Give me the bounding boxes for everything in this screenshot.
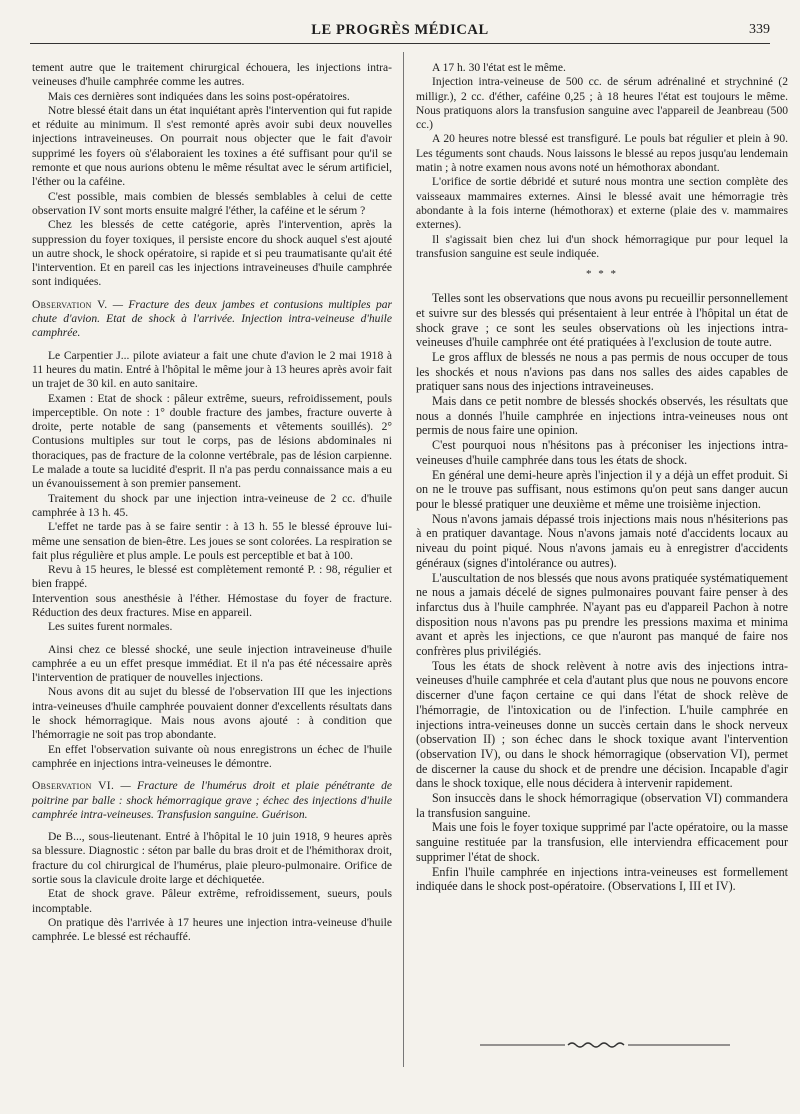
paragraph: Telles sont les observations que nous avons pu recueillir personnellement et suivre sur des blessés qui présentaient à leur entrée à l'hôpital un état de shock grave ; ce sont les seules observations où les injections intra-veineuses d'huile camphrée ont été pratiquées à l'exclusion de toute autre.	[416, 291, 788, 350]
left-column	[32, 61, 392, 945]
paragraph: Les suites furent normales.	[48, 621, 173, 634]
paragraph: Le gros afflux de blessés ne nous a pas permis de nous occuper de tous les shockés et nous n'avions pas dans nos salles des aides capables de pratiquer sans nous des injections intraveineuses.	[416, 349, 788, 394]
paragraph: Tous les états de shock relèvent à notre avis des injections intra-veineuses d'huile camphrée et cela d'autant plus que nous ne pouvons encore discerner d'une façon certaine ce qui dans l'état de shock relève de l'hémorragie, de l'intoxication ou de l'infection. L'huile camphrée en injections intra-veineuses donne un succès certain dans le shock nerveux (observation II) ; son échec dans le shock toxique avant l'intervention (observation IV), ou dans le shock hémorragique (observation VI), permet de discerner la cause du shock et de prendre une décision. Incapable d'agir dans le shock toxique, elle nous décidera à intervenir rapidement.	[416, 658, 788, 791]
observation-heading	[32, 298, 392, 341]
paragraph: Mais ces dernières sont indiquées dans les soins post-opératoires.	[48, 90, 350, 103]
paragraph: Revu à 15 heures, le blessé est complètement remonté P. : 98, régulier et bien frappé.	[32, 564, 392, 591]
header-rule	[30, 43, 770, 44]
paragraph: On pratique dès l'arrivée à 17 heures une injection intra-veineuse d'huile camphrée. Le blessé est réchauffé.	[32, 916, 392, 944]
observation-label: Observation VI.	[32, 780, 115, 793]
paragraph: Chez les blessés de cette catégorie, après l'intervention, après la suppression du foyer toxiques, il persiste encore du shock auquel s'est ajouté un autre shock, le shock opératoire, si rapide et si peu traumatisante qu'ait été l'intervention. Et en pareil cas les injections intraveineuses d'huile camphrée sont indiquées.	[32, 219, 392, 289]
paragraph: Le Carpentier J... pilote aviateur a fait une chute d'avion le 2 mai 1918 à 11 heures du matin. Entré à l'hôpital le même jour à 13 heures après avoir fait un trajet de 30 kil. en auto sanitaire.	[32, 349, 392, 391]
paragraph: Enfin l'huile camphrée en injections intra-veineuses est formellement indiquée dans le shock post-opératoire. (Observations I, III et IV).	[416, 864, 788, 894]
paragraph: Nous avons dit au sujet du blessé de l'observation III que les injections intra-veineuses d'huile camphrée pouvaient donner d'excellents résultats dans le shock hémorragique. Mais nous avons ajouté : à condition que l'hémorragie ne soit pas trop abondante.	[32, 686, 392, 742]
paragraph: Etat de shock grave. Pâleur extrême, refroidissement, sueurs, pouls incomptable.	[32, 888, 392, 915]
observation-title: — Fracture des deux jambes et contusions multiples par chute d'avion. Etat de shock à l'arrivée. Injection intra-veineuse d'huile camphrée.	[32, 298, 392, 340]
paragraph: Intervention sous anesthésie à l'éther. Hémostase du foyer de fracture. Réduction des deux fractures. Mise en appareil.	[32, 592, 392, 619]
paragraph: En effet l'observation suivante où nous enregistrons un échec de l'huile camphrée en injections intra-veineuses le démontre.	[32, 743, 392, 770]
section-break-asterisks: * * *	[586, 268, 618, 281]
observation-title: — Fracture de l'humérus droit et plaie pénétrante de poitrine par balle : shock hémorragique grave ; échec des injections d'huile camphrée intra-veineuses. Transfusion sanguine. Guérison.	[32, 780, 392, 821]
paragraph: Nous n'avons jamais dépassé trois injections mais nous n'hésiterions pas à en pratiquer davantage. Nous n'avons jamais noté d'accidents locaux au niveau du point piqué. Nous n'avons jamais eu à enregistrer d'accidents généraux (signes d'intolérance ou autres).	[416, 511, 788, 570]
running-title: LE PROGRÈS MÉDICAL	[311, 22, 489, 38]
column-divider	[403, 52, 404, 1067]
paragraph: Mais une fois le foyer toxique supprimé par l'acte opératoire, ou la masse sanguine restituée par la transfusion, elle interviendra efficacement pour supprimer l'état de shock.	[416, 820, 788, 864]
conclusion-section	[416, 291, 788, 894]
paragraph: En général une demi-heure après l'injection il y a déjà un effet produit. Si on ne le trouve pas suffisant, nous estimons qu'on peut sans danger aucun pour le blessé pratiquer une deuxième et même une troisième injection.	[416, 467, 788, 511]
page-number: 339	[749, 22, 770, 37]
paragraph: Son insuccès dans le shock hémorragique (observation VI) commandera la transfusion sanguine.	[416, 791, 788, 820]
paragraph: Il s'agissait bien chez lui d'un shock hémorragique pur pour lequel la transfusion sanguine est seule indiquée.	[416, 233, 788, 260]
paragraph: Traitement du shock par une injection intra-veineuse de 2 cc. d'huile camphrée à 13 h. 45.	[32, 492, 392, 519]
paragraph: Notre blessé était dans un état inquiétant après l'intervention qui fut rapide et réduite au minimum. Il s'est remonté après avoir subi deux nouvelles injections intraveineuses. On pourrait nous objecter que le fait d'avoir supprimé les foyers où s'élaboraient les toxines a été suffisant pour qu'il se remonte et que nous aurions obtenu le même résultat avec le sérum artificiel, l'éther ou la caféine.	[32, 104, 392, 189]
page-header	[30, 22, 770, 42]
paragraph: L'orifice de sortie débridé et suturé nous montra une section complète des vaisseaux mammaires externes. Ainsi le blessé avait une hémorragie très abondante à la fois interne (hémothorax) et externe (plaie des v. mammaires externes).	[416, 176, 788, 232]
paragraph: C'est pourquoi nous n'hésitons pas à préconiser les injections intra-veineuses d'huile camphrée dans tous les états de shock.	[416, 438, 788, 467]
paragraph: L'effet ne tarde pas à se faire sentir : à 13 h. 55 le blessé éprouve lui-même une sensation de bien-être. Les joues se sont colorées. La respiration se fait plus régulière et plus ample. Le pouls est perceptible et bat à 100.	[32, 521, 392, 562]
paragraph: C'est possible, mais combien de blessés semblables à celui de cette observation IV sont morts ensuite malgré l'éther, la caféine et le sérum ?	[32, 190, 392, 217]
right-column	[416, 61, 788, 894]
paragraph: De B..., sous-lieutenant. Entré à l'hôpital le 10 juin 1918, 9 heures après sa blessure. Diagnostic : séton par balle du bras droit et de l'hémithorax droit, fracture du col chirurgical de l'humérus, plaie pleuro-pulmonaire. Orifice de sortie sous la clavicule droite large et déchiquetée.	[32, 831, 392, 887]
observation-heading	[32, 779, 392, 822]
end-ornament-rule	[480, 1040, 730, 1050]
paragraph: tement autre que le traitement chirurgical échouera, les injections intra-veineuses d'huile camphrée comme les autres.	[32, 62, 392, 89]
paragraph: Examen : Etat de shock : pâleur extrême, sueurs, refroidissement, pouls imperceptible. On note : 1° double fracture des jambes, fracture ouverte à droite, perte notable de sang (pansements et vêtements souillés). 2° Contusions multiples sur tout le corps, pas de lésions abdominales ni thoraciques, pas de fracture de la colonne vertébrale, pas de lésion carpienne. Le malade a toute sa lucidité d'esprit. Il n'a pas perdu connaissance mais a eu un évanouissement à son premier pansement.	[32, 392, 392, 491]
paragraph: A 20 heures notre blessé est transfiguré. Le pouls bat régulier et plein à 90. Les téguments sont chauds. Nous laissons le blessé au repos jusqu'au lendemain matin ; à notre examen nous avons noté un hémothorax abondant.	[416, 133, 788, 175]
paragraph: A 17 h. 30 l'état est le même.	[432, 62, 566, 74]
paragraph: Mais dans ce petit nombre de blessés shockés observés, les résultats que nous a donnés l'huile camphrée en injections intra-veineuses nous ont permis de nous faire une opinion.	[416, 394, 788, 438]
observation-label: Observation V.	[32, 298, 108, 311]
paragraph: Ainsi chez ce blessé shocké, une seule injection intraveineuse d'huile camphrée a eu un effet presque immédiat. Et il n'a pas été nécessaire après l'intervention de pratiquer de nouvelles injections.	[32, 643, 392, 685]
paragraph: Injection intra-veineuse de 500 cc. de sérum adrénaliné et strychniné (2 milligr.), 2 cc. d'éther, caféine 0,25 ; à 18 heures l'état est toujours le même. Nous pratiquons alors la transfusion sanguine avec l'appareil de Jeanbreau (500 cc.)	[416, 76, 788, 132]
paragraph: L'auscultation de nos blessés que nous avons pratiquée systématiquement ne nous a jamais décelé de signes pulmonaires pouvant faire penser à des infarctus dus à l'huile camphrée. N'ayant pas eu d'appareil Pachon à notre disposition nous n'avons pas pu prendre les pressions maxima et minima avant et après les injections, ce que n'auront pas manqué de faire nos confrères plus privilégiés.	[416, 570, 788, 659]
